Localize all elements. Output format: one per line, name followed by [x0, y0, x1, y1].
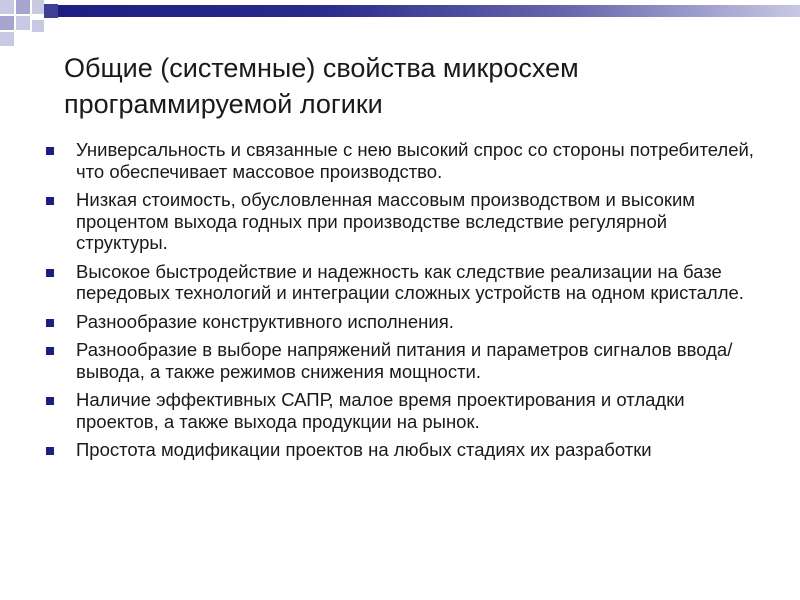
decor-square	[0, 16, 14, 30]
decor-square	[32, 0, 44, 14]
square-bullet-icon	[46, 319, 54, 327]
bullet-text: Разнообразие конструктивного исполнения.	[76, 310, 454, 332]
header-bar	[58, 5, 800, 17]
decor-square	[0, 32, 14, 46]
decor-square	[16, 0, 30, 14]
bullet-text: Высокое быстродействие и надежность как следствие реализации на базе передовых технологий и интеграции сложных устройств на одном кристалле.	[76, 260, 744, 303]
bullet-item	[42, 189, 762, 254]
square-bullet-icon	[46, 347, 54, 355]
square-bullet-icon	[46, 147, 54, 155]
bullet-text: Простота модификации проектов на любых стадиях их разработки	[76, 439, 652, 460]
square-bullet-icon	[46, 197, 54, 205]
bullet-item	[42, 261, 762, 304]
bullet-text: Универсальность и связанные с нею высокий спрос со стороны потребителей, что обеспечивает массовое производство.	[76, 139, 754, 182]
decor-square	[44, 4, 58, 18]
bullet-item	[42, 339, 762, 382]
bullet-text: Низкая стоимость, обусловленная массовым производством и высоким процентом выхода годных при производстве вследствие регулярной структуры.	[76, 189, 696, 253]
decor-square	[0, 0, 14, 14]
bullet-item	[42, 439, 762, 461]
bullet-text: Наличие эффективных САПР, малое время проектирования и отладки проектов, а также выхода продукции на рынок.	[76, 389, 685, 432]
bullet-list	[42, 139, 762, 468]
decor-square	[32, 20, 44, 32]
bullet-text: Разнообразие в выборе напряжений питания и параметров сигналов ввода/вывода, а также режимов снижения мощности.	[76, 339, 733, 382]
square-bullet-icon	[46, 269, 54, 277]
bullet-item	[42, 389, 762, 432]
bullet-item	[42, 139, 762, 182]
square-bullet-icon	[46, 447, 54, 455]
slide-title: Общие (системные) свойства микросхем программируемой логики	[64, 53, 579, 119]
bullet-item	[42, 311, 762, 333]
decor-square	[16, 16, 30, 30]
square-bullet-icon	[46, 397, 54, 405]
